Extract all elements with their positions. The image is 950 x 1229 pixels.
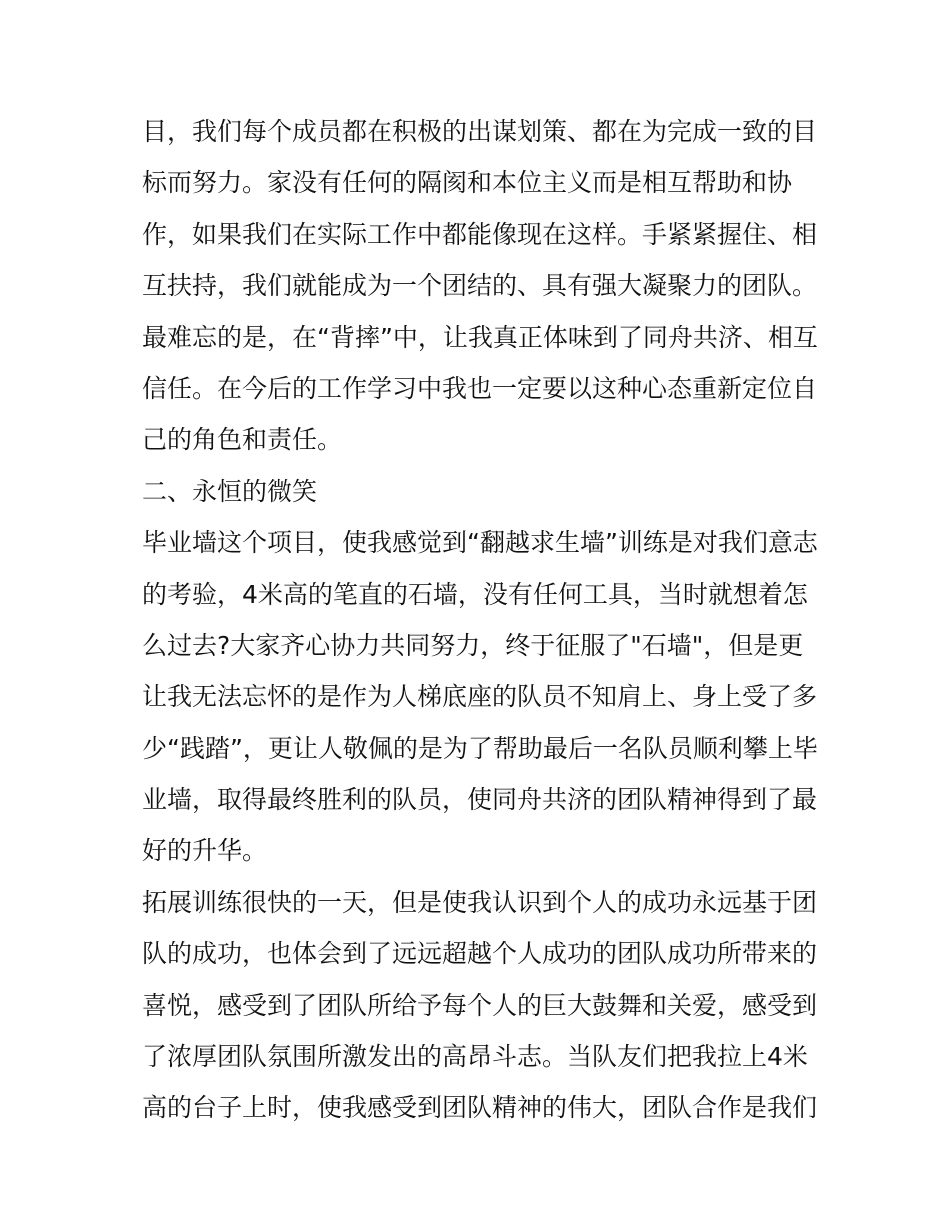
text-line: 业墙，取得最终胜利的队员，使同舟共济的团队精神得到了最 <box>142 785 818 815</box>
text-line: 的考验，4米高的笔直的石墙，没有任何工具，当时就想着怎 <box>142 579 808 609</box>
text-line: 互扶持，我们就能成为一个团结的、具有强大凝聚力的团队。 <box>142 271 818 301</box>
text-line: 了浓厚团队氛围所激发出的高昂斗志。当队友们把我拉上4米 <box>142 1042 808 1072</box>
body-text <box>142 106 822 1134</box>
text-line: 目，我们每个成员都在积极的出谋划策、都在为完成一致的目 <box>142 117 818 146</box>
text-line: 作，如果我们在实际工作中都能像现在这样。手紧紧握住、相 <box>142 219 818 249</box>
text-line: 喜悦，感受到了团队所给予每个人的巨大鼓舞和关爱，感受到 <box>142 990 818 1020</box>
text-line: 少“践踏”，更让人敬佩的是为了帮助最后一名队员顺利攀上毕 <box>142 733 818 763</box>
text-line: 么过去?大家齐心协力共同努力，终于征服了"石墙"，但是更 <box>142 630 804 660</box>
text-line: 信任。在今后的工作学习中我也一定要以这种心态重新定位自 <box>142 373 818 403</box>
section-heading: 二、永恒的微笑 <box>142 476 318 506</box>
text-line: 标而努力。家没有任何的隔阂和本位主义而是相互帮助和协 <box>142 168 793 198</box>
text-line: 毕业墙这个项目，使我感觉到“翻越求生墙”训练是对我们意志 <box>142 528 818 558</box>
text-line: 拓展训练很快的一天，但是使我认识到个人的成功永远基于团 <box>142 887 818 917</box>
text-line: 己的角色和责任。 <box>142 425 343 455</box>
text-line: 好的升华。 <box>142 836 268 866</box>
text-line: 高的台子上时，使我感受到团队精神的伟大，团队合作是我们 <box>142 1093 818 1123</box>
text-line: 让我无法忘怀的是作为人梯底座的队员不知肩上、身上受了多 <box>142 682 818 712</box>
text-line: 最难忘的是，在“背摔”中，让我真正体味到了同舟共济、相互 <box>142 322 818 352</box>
text-line: 队的成功，也体会到了远远超越个人成功的团队成功所带来的 <box>142 939 818 969</box>
